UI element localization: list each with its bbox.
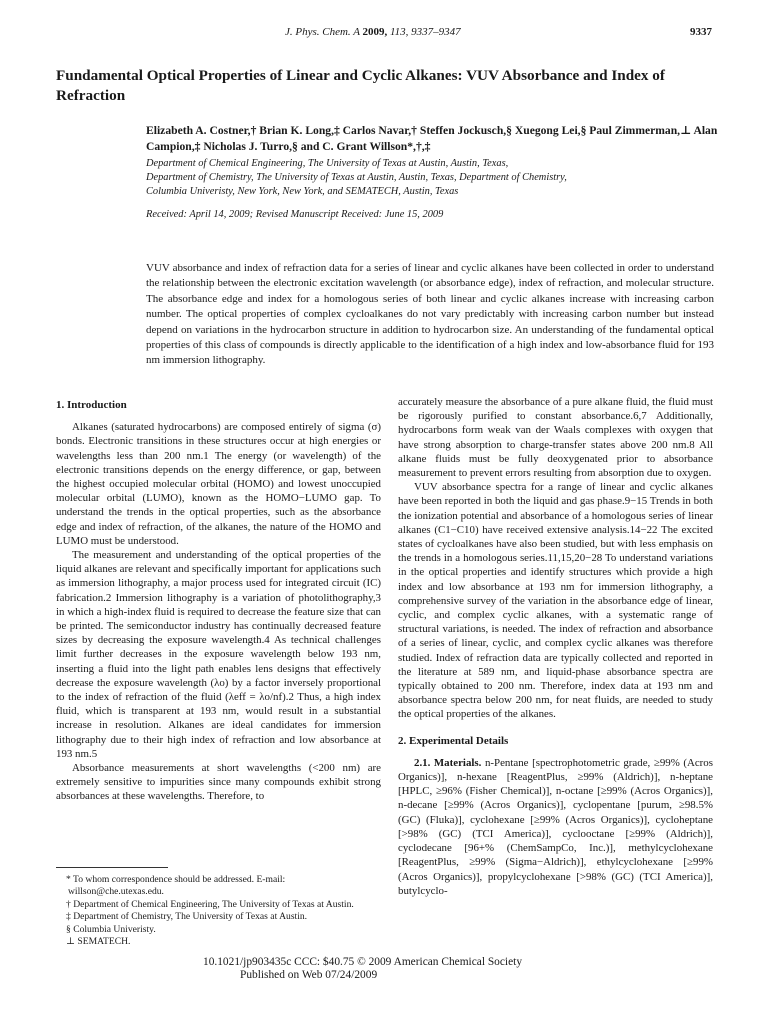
affiliation-line: Columbia Univeristy, New York, New York, and SEMATECH, Austin, Texas (146, 186, 459, 197)
footnote: § Columbia Univeristy. (66, 923, 156, 935)
affiliations (146, 157, 726, 199)
abstract: VUV absorbance and index of refraction data for a series of linear and cyclic alkanes have been collected in order to understand the relationship between the electronic excitation wavelength (or absorbance edge), index of refraction, and molecular structure. The absorbance edge and index for a homologous series of both linear and cyclic alkanes increase with increasing carbon number. The optical properties of complex cycloalkanes do not vary predictably with increasing carbon number but instead depend on variations in the hydrocarbon structure in addition to hydrocarbon size. An understanding of the fundamental optical properties of this class of compounds is directly applicable to the identification of a high index and low-absorbance fluid for 193 nm immersion lithography. (146, 262, 714, 367)
publication-date: Published on Web 07/24/2009 (240, 969, 378, 981)
materials-text: n-Pentane [spectrophotometric grade, ≥99% (Acros Organics)], n-hexane [ReagentPlus, ≥99% (Aldrich)], n-heptane [HPLC, ≥96% (Fisher Chemical)], n-octane [≥99% (Acros Organics)], n-decane [≥99% (Acros Organics)], cyclopentane [purum, ≥98.5% (GC) (Fluka)], cyclohexane [≥99% (Acros Organics)], cycloheptane [>98% (GC) (TCI America)], cyclooctane [≥99% (Aldrich)], cyclodecane [96+% (ChemSampCo, Inc.)], methylcyclohexane [ReagentPlus, ≥99% (Sigma−Aldrich)], ethylcyclohexane [≥99% (Acros Organics)], propylcyclohexane [>98% (GC) (TCI America)], butylcyclo- (398, 756, 713, 897)
received-dates: Received: April 14, 2009; Revised Manuscript Received: June 15, 2009 (146, 209, 444, 220)
footnote-rule (56, 867, 168, 868)
affiliation-line: Department of Chemical Engineering, The University of Texas at Austin, Austin, Texas, (146, 158, 509, 169)
paragraph: VUV absorbance spectra for a range of linear and cyclic alkanes have been reported in both the liquid and gas phase.9−15 Trends in both the ionization potential and absorbance of a homologous series of linear alkanes (C1−C10) have received extensive analysis.14−22 The excited states of cycloalkanes have also been studied, but with less emphasis on the trends in a homologous series.11,15,20−28 To understand variations in the optical properties and identify structures which provide a high index and low absorbance at 193 nm for immersion lithography, a comprehensive survey of the variation in the absorbance edge of linear, cyclic, and complex cyclic alkanes, with a systematic range of structural variations, is needed. The index of refraction and absorbance of a series of linear, cyclic, and complex cyclic alkanes was therefore studied. Index of refraction data are typically collected and reported in the literature at 589 nm, and liquid-phase absorbance spectra are typically obtained to 200 nm. Therefore, index data at 193 nm and absorbance spectra below 200 nm, for neat fluids, are needed to study the optical properties of the alkanes. (398, 481, 713, 721)
paragraph: The measurement and understanding of the optical properties of the liquid alkanes are relevant and specifically important for applications such as immersion lithography, a major process used for integrated circuit (IC) fabrication.2 Immersion lithography is a variation of photolithography,3 in which a high-index fluid is required to decrease the feature size that can be printed. The semiconductor industry has continually decreased feature sizes by decreasing the exposure wavelength.4 As technical challenges limit further decreases in the exposure wavelength below 193 nm, inserting a fluid into the light path enables lens designs that effectively decrease the exposure wavelength (λo) by a factor inversely proportional to the index of refraction of the fluid (λeff = λo/nf).2 Thus, a high index fluid, which is transparent at 193 nm, would result in a substantial increase in resolution. Alkanes are ideal candidates for immersion lithography due to their high index of refraction and low absorbance at 193 nm.5 (56, 549, 381, 760)
doi-copyright-line: 10.1021/jp903435c CCC: $40.75 © 2009 American Chemical Society (203, 956, 523, 968)
footnote: ‡ Department of Chemistry, The University of Texas at Austin. (66, 911, 308, 923)
author-list: Elizabeth A. Costner,† Brian K. Long,‡ Carlos Navar,† Steffen Jockusch,§ Xuegong Lei,§ Paul Zimmerman,⊥ Alan Campion,‡ Nicholas J. Turro,§ and C. Grant Willson*,†,‡ (146, 124, 718, 153)
affiliation-line: Department of Chemistry, The University of Texas at Austin, Austin, Texas, Department of Chemistry, (146, 172, 567, 183)
article-title: Fundamental Optical Properties of Linear and Cyclic Alkanes: VUV Absorbance and Index of Refraction (56, 67, 665, 104)
paragraph: Absorbance measurements at short wavelengths (<200 nm) are extremely sensitive to impurities since many compounds exhibit strong absorbances at these wavelengths. Therefore, to (56, 762, 381, 803)
left-column (56, 398, 381, 804)
footnote: ⊥ SEMATECH. (66, 936, 131, 948)
footnote: † Department of Chemical Engineering, The University of Texas at Austin. (66, 898, 354, 910)
subsection-heading-materials: 2.1. Materials. (414, 756, 482, 769)
section-heading-experimental: 2. Experimental Details (398, 734, 509, 747)
right-column (398, 395, 713, 898)
paragraph: accurately measure the absorbance of a pure alkane fluid, the fluid must be rigorously purified to constant absorbance.6,7 Additionally, hydrocarbons form weak van der Waals complexes with oxygen that have strong absorption to charge-transfer states above 200 nm.8 All alkane fluids must be fully deoxygenated prior to absorbance measurement to prevent errors resulting from absorption due to oxygen. (398, 396, 713, 480)
paragraph (398, 756, 713, 898)
footnote: * To whom correspondence should be addressed. E-mail: willson@che.utexas.edu. (66, 874, 286, 898)
journal-citation: J. Phys. Chem. A 2009, 113, 9337–9347 (285, 26, 461, 38)
paragraph: Alkanes (saturated hydrocarbons) are composed entirely of sigma (σ) bonds. Electronic transitions in these structures occur at high energies or wavelengths less than 200 nm.1 The energy (or wavelength) of the electronic transitions depends on the energy difference, or gap, between the highest occupied molecular orbital (HOMO) and lowest unoccupied molecular orbital (LUMO), known as the HOMO−LUMO gap. To understand the trends in the optical properties, such as the absorbance edge and index of refraction, of the alkanes, the nature of the HOMO and LUMO must be understood. (56, 421, 381, 547)
footnotes (56, 867, 381, 948)
section-heading-introduction: 1. Introduction (56, 399, 127, 411)
page-number: 9337 (690, 26, 712, 38)
